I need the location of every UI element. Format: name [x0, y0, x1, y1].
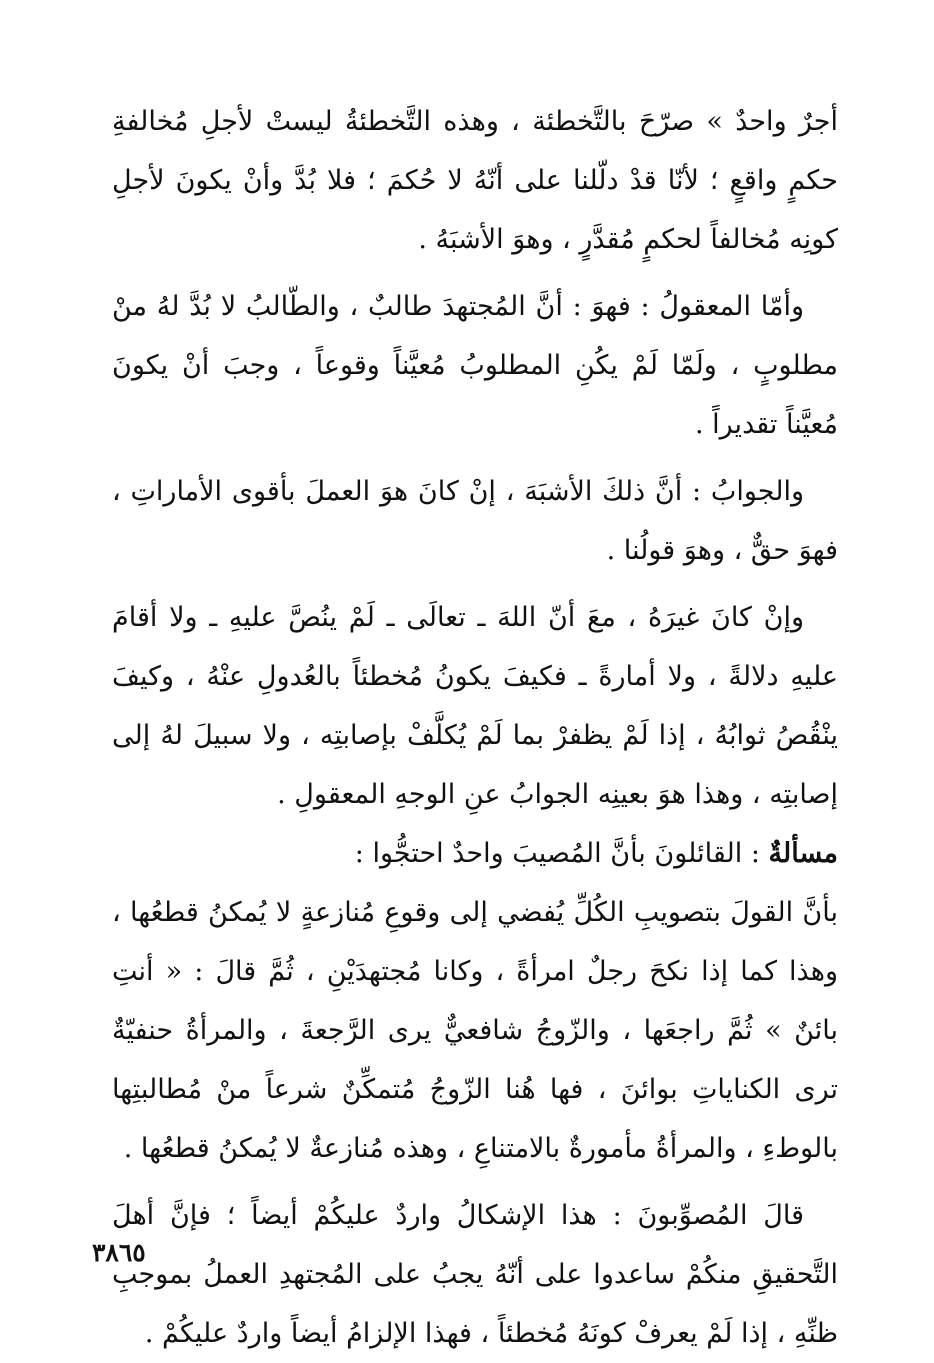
paragraph-3: والجوابُ : أنَّ ذلكَ الأشبَهَ ، إنْ كانَ هوَ العملَ بأقوى الأماراتِ ، فهوَ حقٌّ ، وهوَ قولُنا . — [112, 476, 838, 566]
paragraph-6: قالَ المُصوِّبونَ : هذا الإشكالُ واردٌ عليكُمْ أيضاً ؛ فإنَّ أهلَ التَّحقيقِ منكُمْ ساعدوا على أنّهُ يجبُ على المُجتهدِ العملُ بموجبِ ظنِّهِ ، إذا لَمْ يعرفْ كونَهُ مُخطئاً ، فهذا الإلزامُ أيضاً واردٌ عليكُمْ . — [112, 1200, 838, 1349]
section-heading-text: : القائلونَ بأنَّ المُصيبَ واحدٌ احتجُّوا : — [354, 838, 760, 869]
paragraph-5: بأنَّ القولَ بتصويبِ الكُلِّ يُفضي إلى وقوعِ مُنازعةٍ لا يُمكنُ قطعُها ، وهذا كما إذا نكحَ رجلٌ امرأةً ، وكانا مُجتهدَيْنِ ، ثُمَّ قالَ : « أنتِ بائنٌ » ثُمَّ راجعَها ، والزّوجُ شافعيٌّ يرى الرَّجعةَ ، والمرأةُ حنفيّةٌ ترى الكناياتِ بوائنَ ، فها هُنا الزّوجُ مُتمكِّنٌ شرعاً منْ مُطالبتِها بالوطءِ ، والمرأةُ مأمورةٌ بالامتناعِ ، وهذه مُنازعةٌ لا يُمكنُ قطعُها . — [112, 897, 838, 1164]
paragraph-2: وأمّا المعقولُ : فهوَ : أنَّ المُجتهدَ طالبٌ ، والطّالبُ لا بُدَّ لهُ منْ مطلوبٍ ، ولَمّا لَمْ يكُنِ المطلوبُ مُعيَّناً وقوعاً ، وجبَ أنْ يكونَ مُعيَّناً تقديراً . — [112, 291, 838, 440]
section-heading — [112, 824, 838, 883]
paragraph-4: وإنْ كانَ غيرَهُ ، معَ أنّ اللهَ ـ تعالَى ـ لَمْ ينُصَّ عليهِ ـ ولا أقامَ عليهِ دلالةً ، ولا أمارةً ـ فكيفَ يكونُ مُخطئاً بالعُدولِ عنْهُ ، وكيفَ ينْقُصُ ثوابُهُ ، إذا لَمْ يظفرْ بما لَمْ يُكلَّفْ بإصابتِه ، ولا سبيلَ لهُ إلى إصابتِه ، وهذا هوَ بعينِه الجوابُ عنِ الوجهِ المعقولِ . — [112, 602, 838, 810]
paragraph-1: أجرٌ واحدٌ » صرّحَ بالتَّخطئة ، وهذه التَّخطئةُ ليستْ لأجلِ مُخالفةِ حكمٍ واقعٍ ؛ لأنّا قدْ دلّلنا على أنّهُ لا حُكمَ ؛ فلا بُدَّ وأنْ يكونَ لأجلِ كونِه مُخالفاً لحكمٍ مُقدَّرٍ ، وهوَ الأشبَهُ . — [112, 106, 838, 255]
section-heading-title: مسألةٌ — [768, 838, 838, 869]
page-number: ٣٨٦٥ — [92, 1238, 146, 1267]
body-text — [112, 92, 838, 1363]
